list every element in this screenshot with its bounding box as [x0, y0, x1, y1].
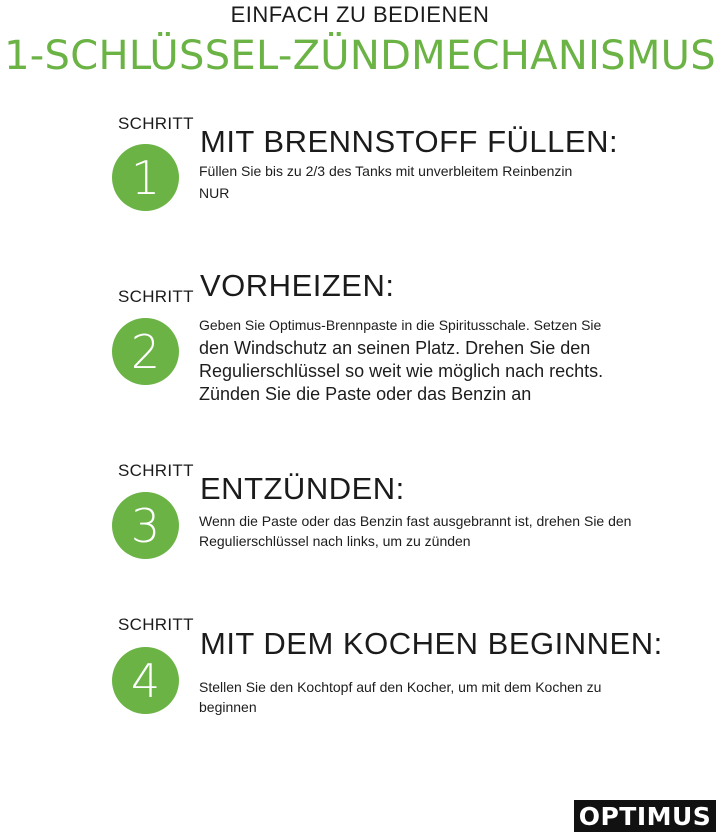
- step-3-line-1: Wenn die Paste oder das Benzin fast ausgebrannt ist, drehen Sie den: [199, 513, 632, 529]
- step-2-line-3: Regulierschlüssel so weit wie möglich nach rechts.: [199, 361, 604, 381]
- step-4-heading: MIT DEM KOCHEN BEGINNEN:: [200, 626, 663, 661]
- step-1-heading: MIT BRENNSTOFF FÜLLEN:: [200, 124, 619, 159]
- step-2-line-1: Geben Sie Optimus-Brennpaste in die Spiritusschale. Setzen Sie: [199, 317, 602, 333]
- page-subtitle: EINFACH ZU BEDIENEN: [230, 2, 490, 27]
- step-3-number: 3: [130, 498, 161, 553]
- step-3-number-circle: [112, 492, 179, 559]
- step-2-heading: VORHEIZEN:: [200, 268, 395, 303]
- step-1-label: SCHRITT: [118, 114, 194, 133]
- step-4-description: [199, 677, 601, 717]
- step-4-label: SCHRITT: [118, 615, 194, 634]
- step-2-number: 2: [130, 324, 161, 379]
- optimus-logo: OPTIMUS: [574, 800, 716, 832]
- step-1-number: 1: [130, 150, 161, 205]
- page-title: 1-SCHLÜSSEL-ZÜNDMECHANISMUS: [4, 33, 716, 79]
- step-4-number: 4: [130, 653, 161, 708]
- step-4-line-1: Stellen Sie den Kochtopf auf den Kocher, um mit dem Kochen zu: [199, 679, 602, 695]
- step-1-description: [199, 161, 572, 203]
- step-3-heading: ENTZÜNDEN:: [200, 471, 405, 506]
- step-4-number-circle: [112, 647, 179, 714]
- step-2-line-2: den Windschutz an seinen Platz. Drehen Sie den: [199, 338, 591, 358]
- step-1-line-1: Füllen Sie bis zu 2/3 des Tanks mit unverbleitem Reinbenzin: [199, 163, 573, 179]
- step-2-description: [199, 315, 603, 406]
- step-1-number-circle: [112, 144, 179, 211]
- step-1-line-2: NUR: [199, 185, 230, 201]
- step-4-line-2: beginnen: [199, 699, 257, 715]
- step-2-label: SCHRITT: [118, 287, 194, 306]
- step-2-line-4: Zünden Sie die Paste oder das Benzin an: [199, 384, 532, 404]
- step-3-label: SCHRITT: [118, 461, 194, 480]
- step-3-description: [199, 511, 631, 551]
- step-2-number-circle: [112, 318, 179, 385]
- step-3-line-2: Regulierschlüssel nach links, um zu zünden: [199, 533, 471, 549]
